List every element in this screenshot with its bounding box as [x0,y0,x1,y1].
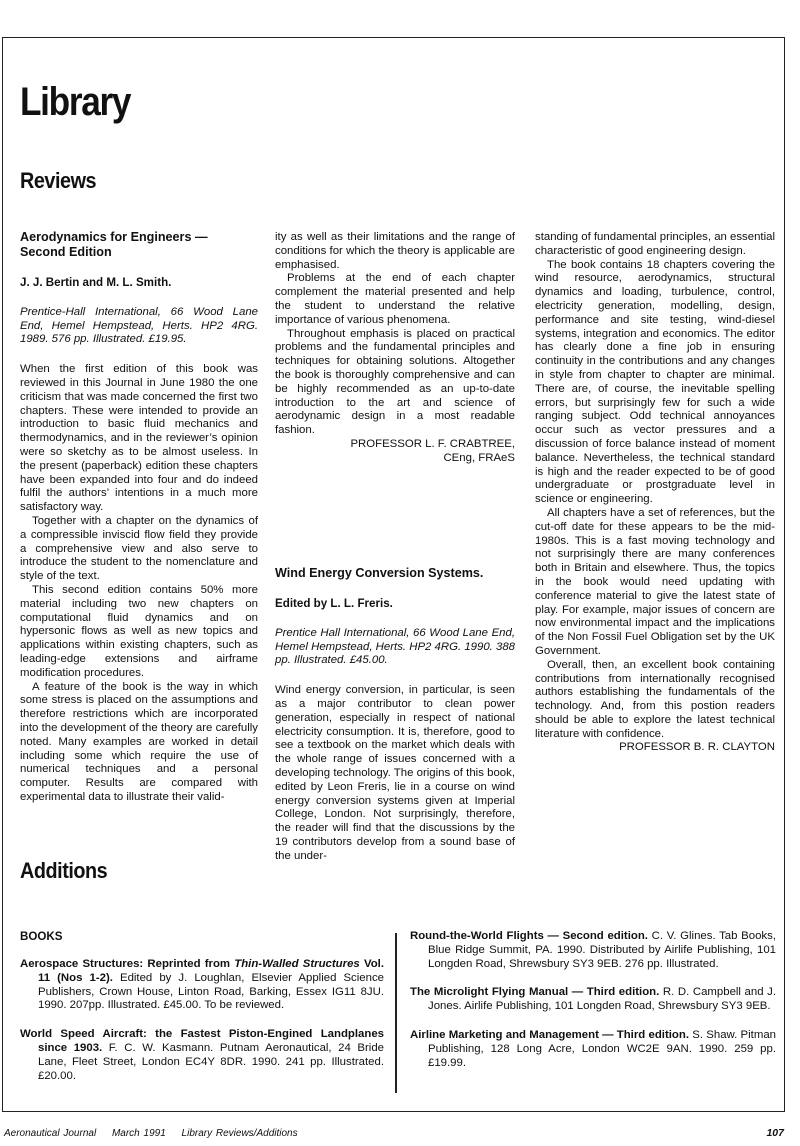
books-label: BOOKS [20,930,63,943]
review-column-1 [20,230,258,805]
addition-entry: Airline Marketing and Management — Third edition. S. Shaw. Pitman Publishing, 128 Long Acre, London WC2E 9AN. 1990. 259 pp. £19.99. [410,1028,776,1069]
review1-paragraph: When the first edition of this book was reviewed in this Journal in June 1980 the one criticism that was made concerned the first two chapters. These were intended to provide an introduction to basic fluid mechanics and thermodynamics, and in the reviewer’s opinion were so sketchy as to be almost useless. In the present (paperback) edition these chapters have been expanded into four and do indeed fulfil the authors’ intentions in a much more satisfactory way. [20,363,258,514]
review1-paragraph: Together with a chapter on the dynamics of a compressible inviscid flow field they provide a comprehensive view and also serve to introduce the student to the nomenclature and style of the text. [20,514,258,583]
review1-publisher: Prentice-Hall International, 66 Wood Lane End, Hemel Hempstead, Herts. HP2 4RG. 1989. 576 pp. Illustrated. £19.95. [20,305,258,346]
review2-paragraph: Wind energy conversion, in particular, is seen as a major contributor to clean power generation, especially in respect of national electricity consumption. It is, therefore, good to see a textbook on the market which deals with the whole range of issues concerned with a developing technology. The origins of this book, edited by Leon Freris, lie in a course on wind energy conversion systems given at Imperial College, London. Not surprisingly, therefore, the reader will find that the discussions by the 19 contributors develop from a sound base of the under- [275,684,515,862]
review1-authors: J. J. Bertin and M. L. Smith. [20,276,172,289]
page-number: 107 [766,1127,784,1139]
review2-paragraph: Overall, then, an excellent book containing contributions from internationally recognised authors establishing the fundamentals of the technology. And, from this postion readers should be able to explore the latest technical literature with confidence. [535,658,775,740]
review1-paragraph: Problems at the end of each chapter complement the material presented and help the student to understand the relative importance of various phenomena. [275,272,515,326]
review1-reviewer: PROFESSOR L. F. CRABTREE, [350,437,515,450]
review1-paragraph: A feature of the book is the way in which some stress is placed on the assumptions and therefore restrictions which are incorporated into the development of the theory are carefully noted. Many examples are worked in detail including some which require the use of numerical techniques and a personal computer. Results are compared with experimental data to illustrate their valid- [20,680,258,803]
review2-paragraph: All chapters have a set of references, but the cut-off date for these appears to be the mid-1980s. This is a fast moving technology and not surprisingly there are many conferences both in Britain and elsewhere. Thus, the topics in the book would need updating with conference material to give the latest state of play. For example, major issues of concern are now environmental impact and the implications of the Non Fossil Fuel Obligation set by the UK Government. [535,506,775,657]
review1-paragraph: This second edition contains 50% more material including two new chapters on computational fluid dynamics and on hypersonic flows as well as new topics and applications within existing chapters, such as leading-edge extensions and airframe modification procedures. [20,583,258,679]
review-column-3 [535,231,775,755]
addition-entry: World Speed Aircraft: the Fastest Piston-Engined Landplanes since 1903. F. C. W. Kasmann. Putnam Aeronautical, 24 Bride Lane, Fleet Street, London EC4Y 8DR. 1990. 241 pp. Illustrated. £20.00. [20,1028,385,1082]
additions-heading: Additions [20,858,108,883]
additions-column-left [20,958,384,1098]
addition-entry: The Microlight Flying Manual — Third edition. R. D. Campbell and J. Jones. Airlife Publishing, 101 Longden Road, Shrewsbury SY3 9EB. [410,986,776,1013]
footer-journal: Aeronautical Journal [4,1128,97,1139]
review2-paragraph: standing of fundamental principles, an essential characteristic of good engineering design. [535,231,775,257]
review2-publisher: Prentice Hall International, 66 Wood Lane End, Hemel Hempstead, Herts. HP2 4RG. 1990. 388 pp. Illustrated. £45.00. [275,626,515,667]
footer-issue: March 1991 [111,1128,166,1139]
review1-paragraph: ity as well as their limitations and the range of conditions for which the theory is applicable are emphasised. [275,231,515,271]
review2-editor: Edited by L. L. Freris. [275,597,393,611]
footer-section: Library Reviews/Additions [181,1128,298,1139]
review2-reviewer: PROFESSOR B. R. CLAYTON [619,741,775,754]
page-footer [4,1128,310,1139]
addition-entry: Aerospace Structures: Reprinted from Thin-Walled Structures Vol. 11 (Nos 1-2). Edited by J. Loughlan, Elsevier Applied Science Publishers, Crown House, Linton Road, Barking, Essex IG11 8JU. 1990. 207pp. Illustrated. £45.00. To be reviewed. [20,958,384,1012]
review1-reviewer-credentials: CEng, FRAeS [443,451,515,464]
addition-entry: Round-the-World Flights — Second edition. C. V. Glines. Tab Books, Blue Ridge Summit, PA. 1990. Distributed by Airlife Publishing, 101 Longden Road, Shrewsbury SY3 9EB. 276 pp. Illustrated. [410,930,776,970]
column-divider [395,933,397,1093]
review-column-2 [275,231,515,864]
page-title: Library [20,80,131,124]
review2-title: Wind Energy Conversion Systems. [275,565,484,580]
reviews-heading: Reviews [20,168,97,193]
additions-column-right [410,930,776,1085]
review1-title: Aerodynamics for Engineers — Second Edition [20,230,208,259]
review1-paragraph: Throughout emphasis is placed on practical problems and the fundamental principles and techniques for obtaining solutions. Altogether the book is thoroughly comprehensive and can be highly recommended as an up-to-date introduction to the art and science of aerodynamic design in a most readable fashion. [275,327,515,437]
review2-paragraph: The book contains 18 chapters covering the wind resource, aerodynamics, structural dynamics and loading, turbulence, control, electricity generation, modelling, design, performance and site testing, wind-diesel systems, integration and economics. The editor has clearly done a fine job in ensuring continuity in the contributions and any changes in style from chapter to chapter are minimal. There are, of course, the inevitable spelling errors, but surprisingly few for such a wide ranging subject. Odd technical annoyances occur such as vector pressures and a discussion of force balance instead of moment balance. Nevertheless, the technical standard is high and the reader expected to be of good undergraduate or prostgraduate level in science or engineering. [535,258,775,506]
